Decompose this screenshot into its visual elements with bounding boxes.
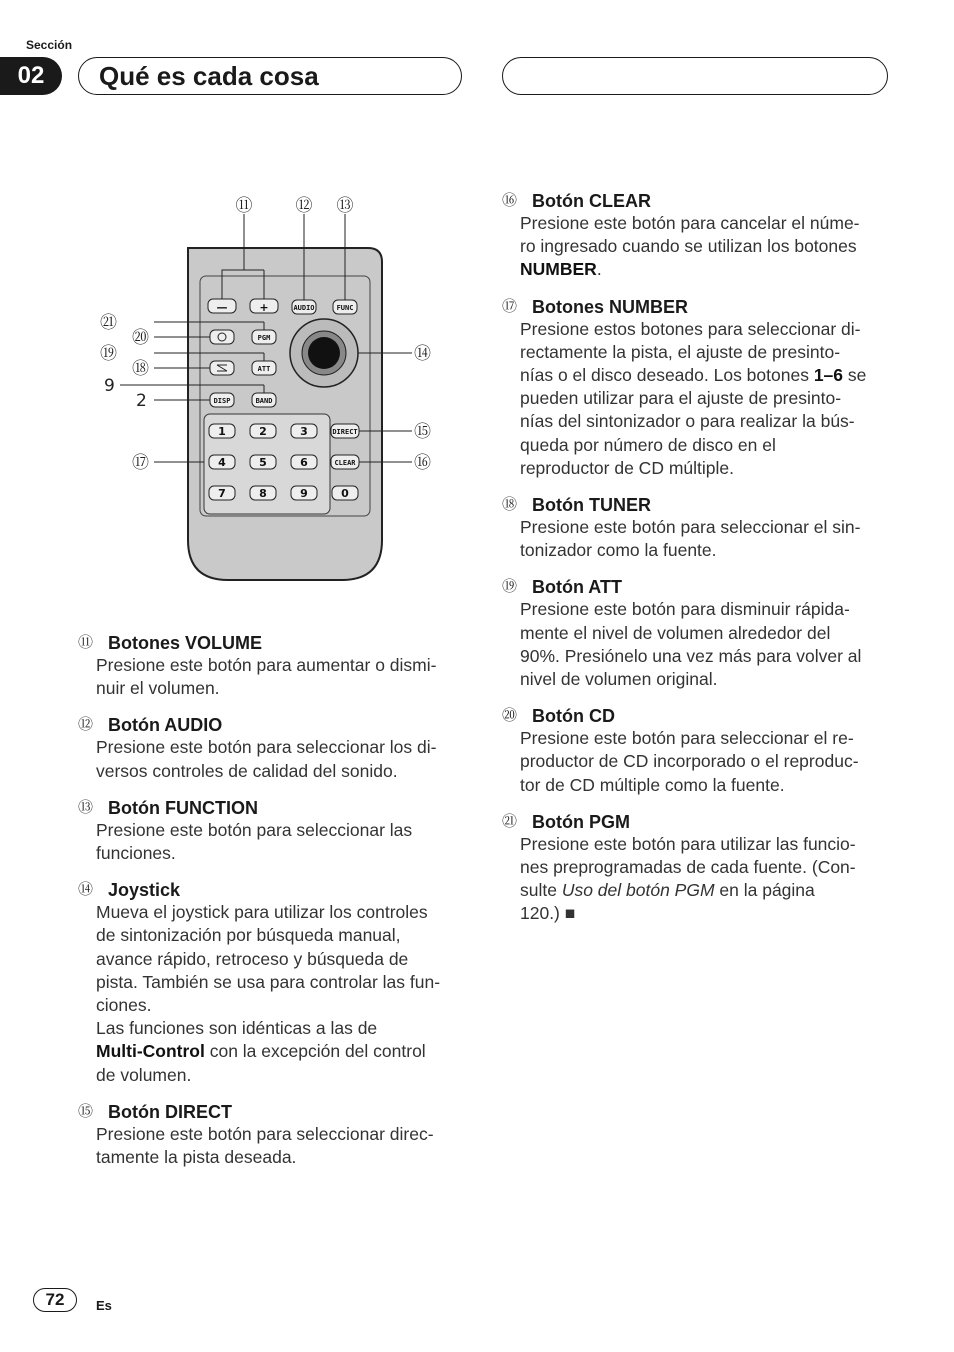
item-number: ⑫ bbox=[78, 716, 94, 734]
number-button-label: 3 bbox=[300, 425, 308, 438]
header-empty-box bbox=[502, 57, 888, 95]
item-body: Presione este botón para disminuir rápida- mente el nivel de volumen alrededor del 90%. Presiónelo una vez más para volver al nivel de volumen original. bbox=[520, 599, 862, 690]
description-item bbox=[78, 797, 464, 865]
att-button bbox=[252, 361, 276, 375]
callout-13: ⑬ bbox=[336, 196, 354, 216]
number-button-4 bbox=[209, 455, 235, 469]
direct-button bbox=[331, 424, 359, 438]
item-heading bbox=[502, 576, 888, 598]
direct-button-label: DIRECT bbox=[332, 428, 358, 436]
number-button-5 bbox=[250, 455, 276, 469]
description-item bbox=[78, 632, 464, 700]
number-button-2 bbox=[250, 424, 276, 438]
item-title: Botón DIRECT bbox=[108, 1101, 232, 1122]
item-body: Presione este botón para utilizar las funcio- nes preprogramadas de cada fuente. (Con- sulte Uso del botón PGM en la página 120.) ■ bbox=[520, 833, 856, 924]
item-heading bbox=[78, 1101, 464, 1123]
section-number-badge: 02 bbox=[0, 57, 62, 95]
description-item bbox=[502, 296, 888, 480]
pgm-button-label: PGM bbox=[257, 334, 271, 342]
item-title: Joystick bbox=[108, 880, 181, 901]
item-number: ⑬ bbox=[78, 798, 94, 816]
item-number: ⑲ bbox=[502, 578, 518, 596]
func-button bbox=[333, 300, 357, 314]
item-number: ⑯ bbox=[502, 192, 518, 209]
callout-21: ㉑ bbox=[100, 313, 117, 333]
callout-9: 9 bbox=[104, 376, 115, 396]
item-number: ⑳ bbox=[502, 707, 518, 725]
item-title: Botón AUDIO bbox=[108, 715, 223, 736]
item-heading bbox=[502, 705, 888, 727]
item-number: ⑪ bbox=[78, 634, 94, 651]
callout-11: ⑪ bbox=[235, 196, 253, 216]
callout-20: ⑳ bbox=[132, 328, 149, 348]
item-body: Presione este botón para cancelar el núme- ro ingresado cuando se utilizan los botones NUMBER. bbox=[520, 213, 860, 280]
number-button-8 bbox=[250, 486, 276, 500]
item-heading bbox=[78, 714, 464, 736]
callout-18: ⑱ bbox=[132, 359, 149, 379]
audio-button bbox=[292, 300, 316, 314]
number-button-label: 9 bbox=[300, 487, 308, 500]
clear-button bbox=[331, 455, 359, 469]
callout-12: ⑫ bbox=[295, 196, 313, 216]
number-button-3 bbox=[291, 424, 317, 438]
number-button-label: 7 bbox=[218, 487, 226, 500]
item-body: Presione este botón para seleccionar el re- productor de CD incorporado o el reproduc- tor de CD múltiple como la fuente. bbox=[520, 728, 859, 795]
description-item bbox=[502, 494, 888, 562]
item-title: Botón CD bbox=[532, 706, 615, 727]
audio-button-label: AUDIO bbox=[293, 304, 315, 312]
item-number: ⑮ bbox=[78, 1102, 94, 1120]
callout-14: ⑭ bbox=[414, 344, 431, 364]
callout-15: ⑮ bbox=[414, 422, 431, 442]
left-column bbox=[78, 632, 464, 1183]
description-item bbox=[78, 879, 464, 1087]
band-button bbox=[252, 393, 276, 407]
disp-button bbox=[210, 393, 234, 407]
number-button-7 bbox=[209, 486, 235, 500]
func-button-label: FUNC bbox=[336, 304, 354, 312]
item-body: Presione este botón para seleccionar las funciones. bbox=[96, 819, 413, 864]
description-item bbox=[502, 705, 888, 797]
item-title: Botón PGM bbox=[532, 811, 630, 832]
description-item bbox=[502, 190, 888, 282]
item-number: ⑭ bbox=[78, 881, 94, 899]
clear-button-label: CLEAR bbox=[334, 459, 356, 467]
item-number: ⑱ bbox=[502, 496, 518, 514]
number-button-label: 0 bbox=[341, 487, 349, 500]
number-button-label: 6 bbox=[300, 456, 308, 469]
remote-control-illustration bbox=[96, 190, 446, 590]
number-button-label: 8 bbox=[259, 487, 267, 500]
volume-plus-label: + bbox=[259, 301, 269, 314]
right-column bbox=[502, 190, 888, 940]
tuner-button bbox=[210, 361, 234, 375]
number-button-6 bbox=[291, 455, 317, 469]
number-button-label: 5 bbox=[259, 456, 267, 469]
page-title bbox=[78, 57, 462, 95]
pgm-button bbox=[252, 330, 276, 344]
volume-plus-button bbox=[250, 299, 278, 314]
item-title: Botones VOLUME bbox=[108, 633, 263, 653]
description-item bbox=[502, 811, 888, 926]
item-body: Presione este botón para seleccionar los di- versos controles de calidad del sonido. bbox=[96, 737, 437, 781]
item-heading bbox=[78, 632, 464, 654]
number-button-1 bbox=[209, 424, 235, 438]
item-title: Botón CLEAR bbox=[532, 191, 651, 211]
description-item bbox=[78, 714, 464, 782]
item-heading bbox=[78, 797, 464, 819]
item-heading bbox=[502, 811, 888, 833]
section-label: Sección bbox=[26, 38, 73, 52]
volume-minus-label: — bbox=[216, 301, 228, 314]
item-body: Presione este botón para seleccionar el sin- tonizador como la fuente. bbox=[520, 517, 861, 561]
number-button-9 bbox=[291, 486, 317, 500]
number-button-0 bbox=[332, 486, 358, 500]
item-body: Mueva el joystick para utilizar los controles de sintonización por búsqueda manual, avance rápido, retroceso y búsqueda de pista. También se usa para controlar las fun- ciones. Las funciones son idénticas a las de Multi-Control con la excepción del control de volumen. bbox=[96, 902, 441, 1085]
language-code: Es bbox=[96, 1298, 112, 1313]
callout-16: ⑯ bbox=[414, 453, 431, 473]
item-number: ⑰ bbox=[502, 297, 518, 315]
callout-19: ⑲ bbox=[100, 344, 117, 364]
item-title: Botón TUNER bbox=[532, 495, 651, 516]
callout-2: 2 bbox=[136, 391, 147, 411]
item-title: Botones NUMBER bbox=[532, 296, 688, 317]
number-button-label: 1 bbox=[218, 425, 226, 438]
band-button-label: BAND bbox=[255, 397, 273, 405]
item-number: ㉑ bbox=[502, 812, 518, 830]
item-title: Botón ATT bbox=[532, 577, 622, 598]
item-body: Presione este botón para aumentar o dismi- nuir el volumen. bbox=[96, 655, 437, 699]
item-body: Presione este botón para seleccionar direc- tamente la pista deseada. bbox=[96, 1123, 434, 1168]
item-body: Presione estos botones para seleccionar di- rectamente la pista, el ajuste de presinto- nías o el disco deseado. Los botones 1–6 se pueden utilizar para el ajuste de presinto- nías del sintonizador o para realizar la bús- queda por número de disco en el reproductor de CD múltiple. bbox=[520, 318, 867, 478]
item-heading bbox=[78, 879, 464, 901]
item-heading bbox=[502, 494, 888, 516]
description-item bbox=[78, 1101, 464, 1169]
item-heading bbox=[502, 190, 888, 212]
page-number: 72 bbox=[33, 1288, 77, 1312]
number-button-label: 2 bbox=[259, 425, 267, 438]
item-title: Botón FUNCTION bbox=[108, 797, 258, 818]
volume-minus-button bbox=[208, 299, 236, 314]
att-button-label: ATT bbox=[257, 365, 271, 373]
number-button-label: 4 bbox=[218, 456, 226, 469]
disp-button-label: DISP bbox=[213, 397, 231, 405]
description-item bbox=[502, 576, 888, 691]
item-heading bbox=[502, 296, 888, 318]
cd-button bbox=[210, 330, 234, 344]
page-title-text: Qué es cada cosa bbox=[99, 60, 319, 91]
callout-17: ⑰ bbox=[132, 453, 149, 473]
